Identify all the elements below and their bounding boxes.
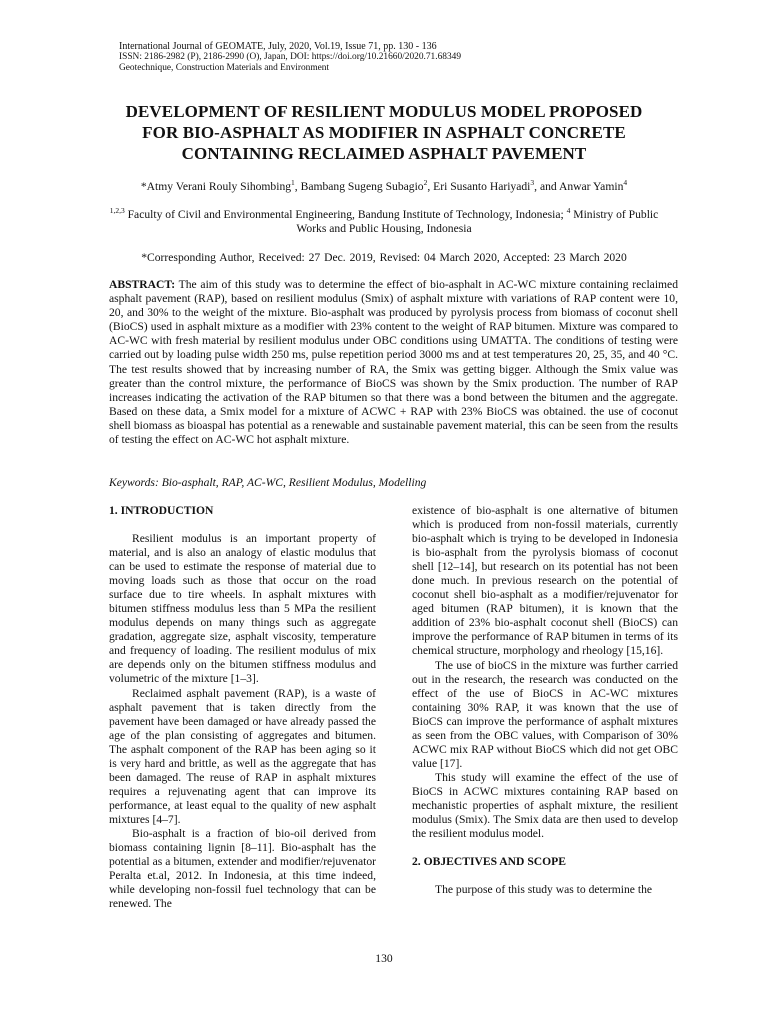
paragraph: The purpose of this study was to determine the [435,883,653,897]
journal-header [119,41,679,74]
corresponding-author-dates: *Corresponding Author, Received: 27 Dec. 2019, Revised: 04 March 2020, Accepted: 23 March 2020 [141,251,627,264]
paragraph: Resilient modulus is an important property of material, and is also an analogy of elastic modulus that can be used to estimate the response of material due to moving loads such as those that occur on the road surface due to tire wheels. In asphalt mixtures with bitumen stiffness modulus less than 5 MPa the resilient modulus depends on many things such as aggregate gradation, aggregate size, asphalt viscosity, temperature and frequency of loading. The resilient modulus of mix are depends only on the bitumen stiffness modulus and volumetric of the mixture [1–3]. [109,532,376,686]
title-line: FOR BIO-ASPHALT AS MODIFIER IN ASPHALT CONCRETE [142,123,626,142]
author-sup: 2 [423,178,428,188]
author-sup: 1 [291,178,295,188]
author-name: , and Anwar Yamin [534,180,624,193]
section-heading-introduction: 1. INTRODUCTION [109,504,214,517]
left-column [109,504,376,911]
affiliation-sup: 4 [566,206,571,216]
paragraph: existence of bio-asphalt is one alternative of bitumen which is produced from non-fossil materials, currently bio-asphalt which is trying to be developed in Indonesia is bio-asphalt from the pyrolysis biomass of coconut shell [12–14], but research on its potential has not been done much. In previous research on the potential of coconut shell bio-asphalt as a modifier/rejuvenator for aged bitumen (RAP bitumen), it is known that the addition of 23% bio-asphalt coconut shell (BioCS) can improve the performance of RAP bitumen in terms of its chemical structure, morphology and rheology [15,16]. [412,504,678,658]
affiliation-text: Faculty of Civil and Environmental Engineering, Bandung Institute of Technology, Indonesia; [124,208,567,221]
title-line: CONTAINING RECLAIMED ASPHALT PAVEMENT [181,144,587,163]
affiliation-text: Ministry of Public Works and Public Housing, Indonesia [296,208,659,235]
affiliations [100,208,668,236]
author-name: *Atmy Verani Rouly Sihombing [140,180,292,193]
title-line: DEVELOPMENT OF RESILIENT MODULUS MODEL PROPOSED [125,102,643,121]
journal-citation: International Journal of GEOMATE, July, 2020, Vol.19, Issue 71, pp. 130 - 136 [119,41,437,52]
author-name: , Bambang Sugeng Subagio [294,180,424,193]
right-column [412,504,678,897]
journal-topics: Geotechnique, Construction Materials and Environment [119,63,330,73]
section-heading-objectives: 2. OBJECTIVES AND SCOPE [412,855,566,869]
author-list [60,180,708,194]
abstract-text: The aim of this study was to determine the effect of bio-asphalt in AC-WC mixture containing reclaimed asphalt pavement (RAP), based on resilient modulus (Smix) of asphalt mixture with variations of RAP content were 10, 20, and 30% to the weight of the mixture. Bio-asphalt was produced by pyrolysis process from biomass of coconut shell (BioCS) used in asphalt mixture as a modifier with 23% content to the weight of RAP bitumen. Mixture was compared to AC-WC with fresh material by resilient modulus under OBC conditions using UMATTA. The conditions of testing were carried out by loading pulse width 250 ms, pulse repetition period 3000 ms and at test temperatures 20, 25, 35, and 40 °C. The test results showed that by increasing number of RA, the Smix was getting bigger. Although the Smix value was greater than the control mixture, the performance of BioCS was shown by the Smix production. The number of RAP increases indicating the activation of the RAP bitumen so that there was a bond between the bitumen and the aggregate. Based on these data, a Smix model for a mixture of ACWC + RAP with 23% BioCS was obtained. the use of coconut shell biomass as bioaspal has potential as a renewable and sustainable pavement material, this can be seen from the results of testing the effect on AC-WC hot asphalt mixture. [109,278,678,447]
paper-title [60,101,708,164]
paragraph: The use of bioCS in the mixture was further carried out in the research, the research was conducted on the effect of the use of BioCS in AC-WC mixtures containing 30% RAP, it was known that the use of BioCS can improve the performance of asphalt mixtures as seen from the OBC values, with Comparison of 30% ACWC mix RAP without BioCS which did not get OBC value [17]. [412,658,678,770]
abstract-label: ABSTRACT: [109,278,176,291]
paragraph: Bio-asphalt is a fraction of bio-oil derived from biomass containing lignin [8–11]. Bio-asphalt has the potential as a bitumen, extender and modifier/rejuvenator Peralta et.al, 2012. In Indonesia, at this time indeed, while developing non-fossil fuel technology that can be renewed. The [109,826,376,911]
abstract [109,278,678,447]
author-name: , Eri Susanto Hariyadi [427,180,531,193]
paragraph: Reclaimed asphalt pavement (RAP), is a waste of asphalt pavement that is taken directly from the pavement have been damaged or have already passed the age of the plan consisting of aggregates and bitumen. The asphalt component of the RAP has been aging so it is very hard and brittle, as well as the aggregate that has been damaged. The reuse of RAP in asphalt mixtures requires a rejuvenating agent that can improve its performance, at least equal to the quality of new asphalt mixtures [4–7]. [109,686,376,826]
affiliation-sup: 1,2,3 [109,206,125,216]
keywords: Keywords: Bio-asphalt, RAP, AC-WC, Resilient Modulus, Modelling [109,476,427,489]
author-sup: 4 [623,178,628,188]
journal-issn-doi: ISSN: 2186-2982 (P), 2186-2990 (O), Japan, DOI: https://doi.org/10.21660/2020.71.68349 [119,52,462,62]
paragraph: This study will examine the effect of the use of BioCS in ACWC mixtures containing RAP based on mechanistic properties of asphalt mixture, the resilient modulus (Smix). The Smix data are then used to develop the resilient modulus model. [412,770,678,841]
page-number: 130 [375,952,393,965]
author-sup: 3 [530,178,535,188]
